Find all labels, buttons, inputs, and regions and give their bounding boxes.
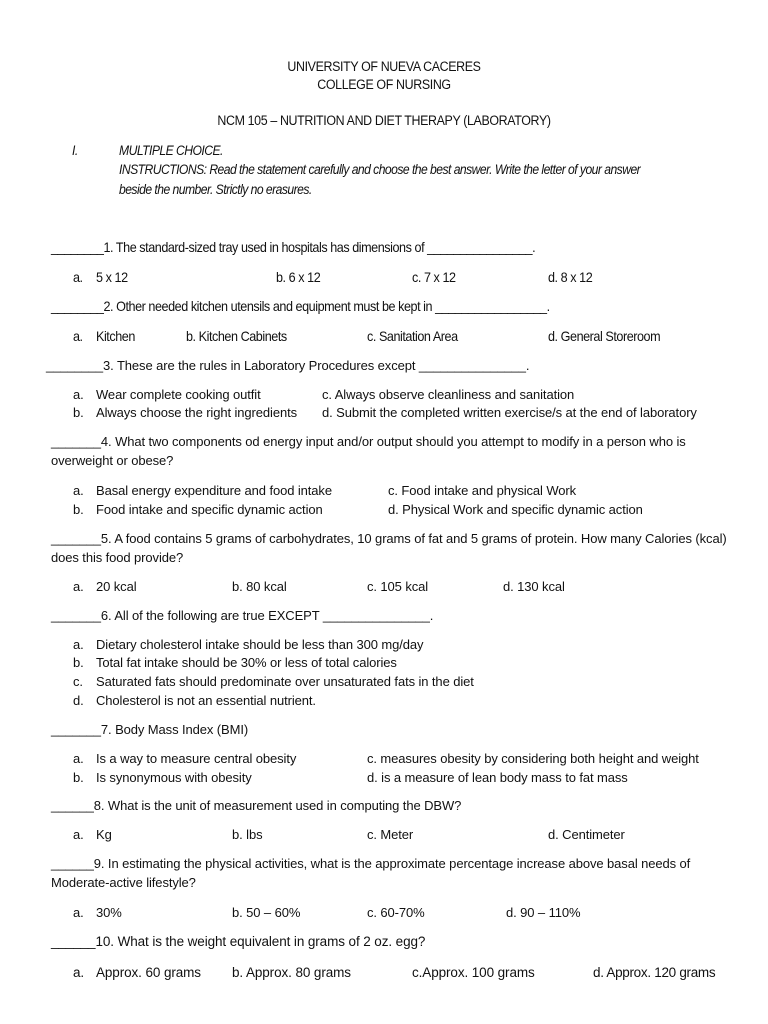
q7-option-d: d. is a measure of lean body mass to fat mass [367,770,628,785]
q6-marker-b: b. [73,655,84,670]
q5-option-a-marker: a. [73,579,84,594]
section-number: I. [72,143,78,158]
question-6-stem: _______6. All of the following are true EXCEPT _______________. [51,608,434,623]
q6-marker-d: d. [73,693,84,708]
q6-marker-a: a. [73,637,84,652]
q7-row-2-marker: b. [73,770,84,785]
q2-option-a-marker: a. [73,328,83,344]
q3-row-2-marker: b. [73,405,84,420]
q8-option-a-marker: a. [73,827,84,842]
q6-option-a: Dietary cholesterol intake should be less than 300 mg/day [96,637,424,652]
question-5-stem-line-2: does this food provide? [51,550,184,565]
section-title: MULTIPLE CHOICE. [119,143,223,158]
question-4-stem-line-1: _______4. What two components od energy input and/or output should you attempt to modify in a person who is [51,434,686,449]
q4-option-a: Basal energy expenditure and food intake [96,483,332,498]
q1-option-c: c. 7 x 12 [412,269,456,285]
q2-option-d: d. General Storeroom [548,328,661,344]
q3-option-d: d. Submit the completed written exercise/s at the end of laboratory [322,405,697,420]
university-name: UNIVERSITY OF NUEVA CACERES [287,59,481,74]
q7-row-1-marker: a. [73,751,84,766]
q5-option-c: c. 105 kcal [367,579,429,594]
q6-marker-c: c. [73,674,83,689]
q10-option-b: b. Approx. 80 grams [232,965,351,980]
q3-option-c: c. Always observe cleanliness and sanitation [322,387,575,402]
q9-option-b: b. 50 – 60% [232,905,301,920]
q5-option-a: 20 kcal [96,579,137,594]
q2-option-a: Kitchen [96,328,135,344]
q5-option-b: b. 80 kcal [232,579,287,594]
q1-option-a: 5 x 12 [96,269,128,285]
question-7-stem: _______7. Body Mass Index (BMI) [51,722,249,737]
q9-option-a: 30% [96,905,122,920]
question-4-stem-line-2: overweight or obese? [51,453,174,468]
q8-option-b: b. lbs [232,827,263,842]
q4-row-2-marker: b. [73,502,84,517]
question-9-stem-line-2: Moderate-active lifestyle? [51,875,196,890]
q10-option-a: Approx. 60 grams [96,965,201,980]
college-name: COLLEGE OF NURSING [317,77,451,92]
q6-option-d: Cholesterol is not an essential nutrient. [96,693,316,708]
question-1-stem: ________1. The standard-sized tray used in hospitals has dimensions of ________________. [51,239,536,255]
q3-option-a: Wear complete cooking outfit [96,387,261,402]
question-5-stem-line-1: _______5. A food contains 5 grams of carbohydrates, 10 grams of fat and 5 grams of protein. How many Calories (kcal) [51,531,727,546]
q8-option-a: Kg [96,827,112,842]
q2-option-b: b. Kitchen Cabinets [186,328,287,344]
q7-option-c: c. measures obesity by considering both height and weight [367,751,699,766]
q10-option-d: d. Approx. 120 grams [593,965,716,980]
q9-option-d: d. 90 – 110% [506,905,581,920]
q7-option-a: Is a way to measure central obesity [96,751,297,766]
q6-option-c: Saturated fats should predominate over unsaturated fats in the diet [96,674,474,689]
q9-option-c: c. 60-70% [367,905,425,920]
question-2-stem: ________2. Other needed kitchen utensils and equipment must be kept in _________________. [51,298,550,314]
question-3-stem: ________3. These are the rules in Laboratory Procedures except _______________. [46,358,530,373]
question-8-stem: ______8. What is the unit of measurement used in computing the DBW? [51,798,462,813]
q3-option-b: Always choose the right ingredients [96,405,298,420]
q10-option-c: c.Approx. 100 grams [412,965,535,980]
q1-option-b: b. 6 x 12 [276,269,321,285]
q1-option-d: d. 8 x 12 [548,269,593,285]
q5-option-d: d. 130 kcal [503,579,565,594]
q8-option-d: d. Centimeter [548,827,625,842]
q2-option-c: c. Sanitation Area [367,328,458,344]
q4-option-c: c. Food intake and physical Work [388,483,577,498]
q4-row-1-marker: a. [73,483,84,498]
instructions-line-1: INSTRUCTIONS: Read the statement carefully and choose the best answer. Write the letter of your answer [119,162,641,177]
q6-option-b: Total fat intake should be 30% or less of total calories [96,655,397,670]
q4-option-b: Food intake and specific dynamic action [96,502,323,517]
q8-option-c: c. Meter [367,827,414,842]
q4-option-d: d. Physical Work and specific dynamic action [388,502,643,517]
q10-option-a-marker: a. [73,965,85,980]
question-9-stem-line-1: ______9. In estimating the physical activities, what is the approximate percentage increase above basal needs of [51,856,691,871]
instructions-line-2: beside the number. Strictly no erasures. [119,182,312,197]
q7-option-b: Is synonymous with obesity [96,770,252,785]
q3-row-1-marker: a. [73,387,84,402]
q9-option-a-marker: a. [73,905,84,920]
question-10-stem: ______10. What is the weight equivalent in grams of 2 oz. egg? [51,934,426,949]
course-title: NCM 105 – NUTRITION AND DIET THERAPY (LABORATORY) [217,113,551,128]
q1-option-a-marker: a. [73,269,83,285]
